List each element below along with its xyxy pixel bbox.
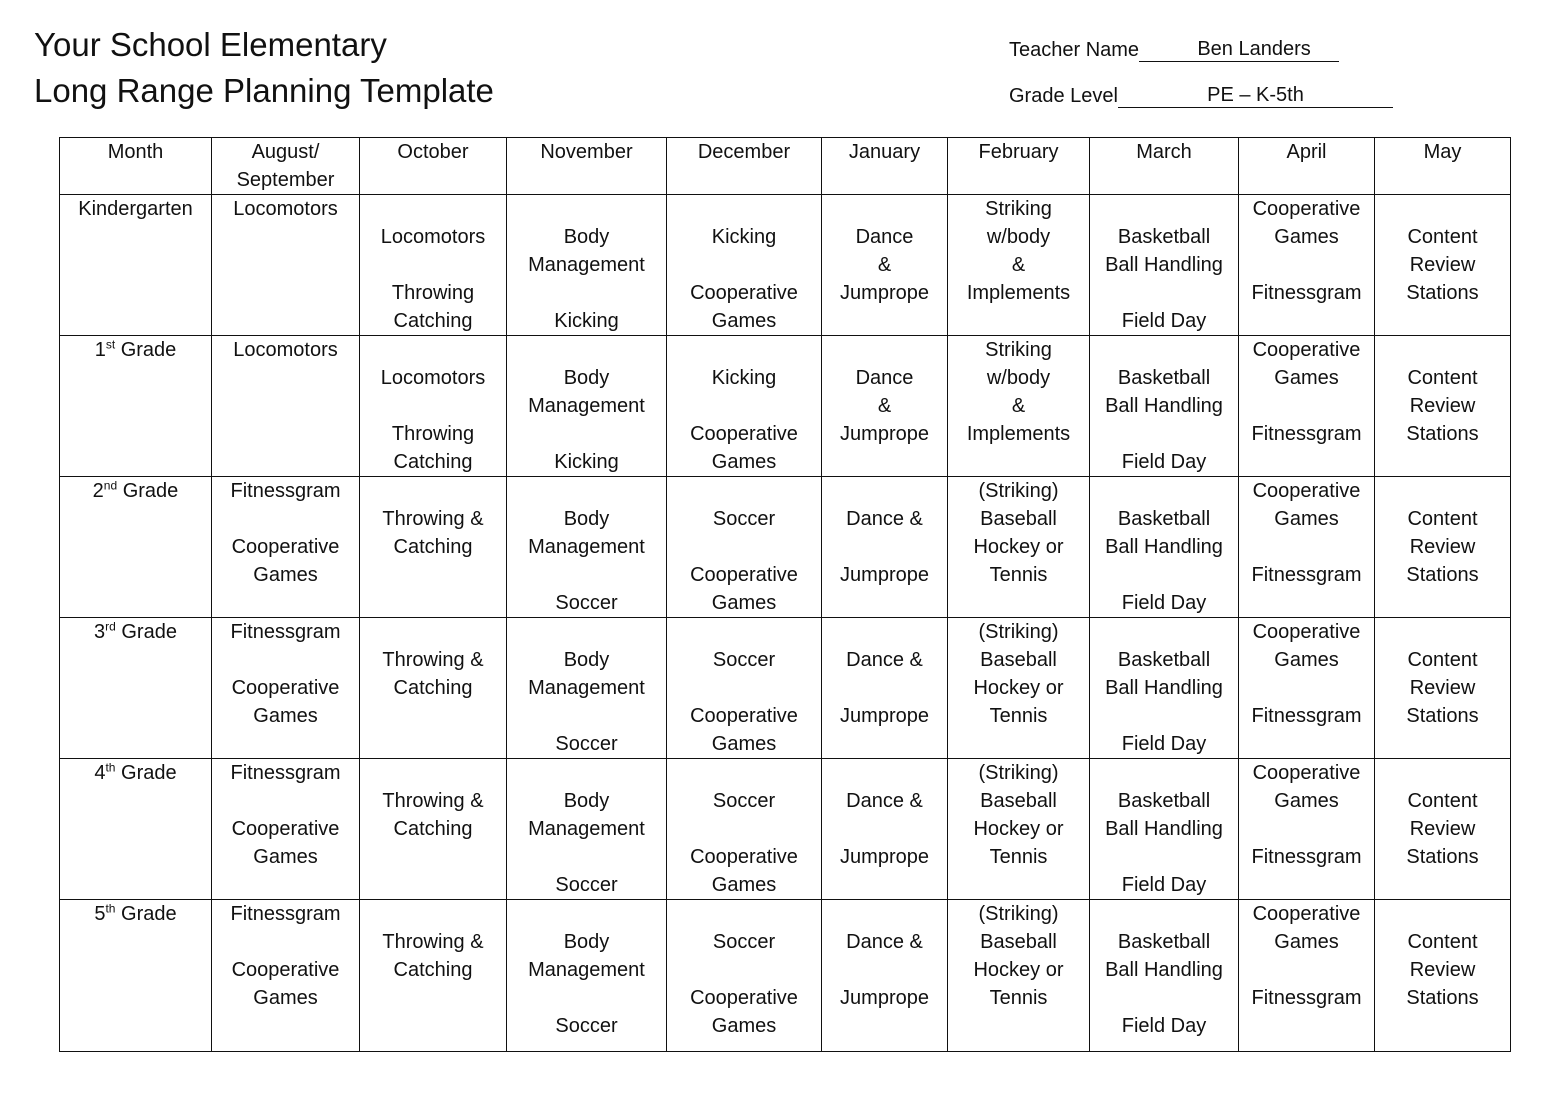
table-cell: Cooperative Games Fitnessgram	[1239, 336, 1375, 477]
grade-label-text: Grade	[122, 480, 179, 502]
table-cell: Locomotors Throwing Catching	[360, 336, 507, 477]
table-cell: Body Management Soccer	[507, 900, 667, 1052]
grade-level-label: Grade Level	[1009, 85, 1118, 107]
table-cell: Basketball Ball Handling Field Day	[1090, 900, 1239, 1052]
table-cell: Dance & Jumprope	[822, 900, 948, 1052]
column-header-march: March	[1090, 138, 1239, 195]
table-row	[60, 336, 1511, 477]
title-line-1: Your School Elementary	[34, 26, 387, 63]
table-cell: (Striking) Baseball Hockey or Tennis	[948, 759, 1090, 900]
table-cell: Kicking Cooperative Games	[667, 195, 822, 336]
table-cell: (Striking) Baseball Hockey or Tennis	[948, 618, 1090, 759]
grade-label-3rd	[60, 618, 212, 759]
teacher-info	[1009, 32, 1393, 124]
table-cell: Dance & Jumprope	[822, 336, 948, 477]
table-cell: Fitnessgram Cooperative Games	[212, 759, 360, 900]
table-cell: Body Management Soccer	[507, 618, 667, 759]
table-row	[60, 900, 1511, 1052]
column-header-aug-sep: August/ September	[212, 138, 360, 195]
table-cell: Content Review Stations	[1375, 336, 1511, 477]
table-cell: Fitnessgram Cooperative Games	[212, 900, 360, 1052]
table-cell: Locomotors Throwing Catching	[360, 195, 507, 336]
teacher-row	[1009, 32, 1393, 62]
column-header-month: Month	[60, 138, 212, 195]
grade-level-value: PE – K-5th	[1118, 83, 1393, 108]
grade-label-text: Grade	[121, 903, 177, 925]
table-cell: Dance & Jumprope	[822, 618, 948, 759]
header-row	[60, 138, 1511, 195]
table-cell: Locomotors	[212, 336, 360, 477]
table-cell: Throwing & Catching	[360, 618, 507, 759]
table-cell: Content Review Stations	[1375, 195, 1511, 336]
grade-label-text: Grade	[121, 621, 177, 643]
table-row	[60, 477, 1511, 618]
grade-suffix: st	[105, 337, 116, 352]
table-cell: Kicking Cooperative Games	[667, 336, 822, 477]
grade-label-5th	[60, 900, 212, 1052]
document-title	[34, 22, 494, 114]
table-cell: Cooperative Games Fitnessgram	[1239, 618, 1375, 759]
table-row	[60, 618, 1511, 759]
table-cell: Cooperative Games Fitnessgram	[1239, 759, 1375, 900]
table-cell: Body Management Kicking	[507, 336, 667, 477]
column-header-november: November	[507, 138, 667, 195]
grade-number: 4	[94, 762, 106, 784]
grade-suffix: rd	[105, 619, 116, 634]
table-row	[60, 759, 1511, 900]
column-header-may: May	[1375, 138, 1511, 195]
table-cell: Basketball Ball Handling Field Day	[1090, 759, 1239, 900]
table-cell: Cooperative Games Fitnessgram	[1239, 477, 1375, 618]
grade-row	[1009, 78, 1393, 108]
grade-number: 2	[92, 480, 104, 502]
table-cell: Content Review Stations	[1375, 759, 1511, 900]
table-cell: Basketball Ball Handling Field Day	[1090, 195, 1239, 336]
table-cell: Throwing & Catching	[360, 759, 507, 900]
table-cell: Dance & Jumprope	[822, 477, 948, 618]
table-cell: Soccer Cooperative Games	[667, 759, 822, 900]
planning-table	[59, 137, 1511, 1052]
table-cell: Fitnessgram Cooperative Games	[212, 477, 360, 618]
table-cell: Cooperative Games Fitnessgram	[1239, 900, 1375, 1052]
table-cell: Soccer Cooperative Games	[667, 618, 822, 759]
table-cell: Content Review Stations	[1375, 900, 1511, 1052]
grade-suffix: nd	[103, 478, 118, 493]
table-cell: (Striking) Baseball Hockey or Tennis	[948, 900, 1090, 1052]
grade-suffix: th	[105, 901, 116, 916]
table-cell: Basketball Ball Handling Field Day	[1090, 336, 1239, 477]
grade-label-1st	[60, 336, 212, 477]
table-cell: Body Management Soccer	[507, 759, 667, 900]
table-cell: Dance & Jumprope	[822, 759, 948, 900]
table-cell: Basketball Ball Handling Field Day	[1090, 477, 1239, 618]
grade-number: 1	[94, 339, 106, 361]
table-cell: Striking w/body & Implements	[948, 195, 1090, 336]
table-cell: Throwing & Catching	[360, 477, 507, 618]
table-cell: Content Review Stations	[1375, 477, 1511, 618]
table-cell: Throwing & Catching	[360, 900, 507, 1052]
table-cell: Soccer Cooperative Games	[667, 900, 822, 1052]
grade-number: 3	[94, 621, 106, 643]
title-line-2: Long Range Planning Template	[34, 72, 494, 109]
grade-label-2nd	[60, 477, 212, 618]
column-header-december: December	[667, 138, 822, 195]
table-cell: Cooperative Games Fitnessgram	[1239, 195, 1375, 336]
table-cell: Dance & Jumprope	[822, 195, 948, 336]
grade-label-kindergarten	[60, 195, 212, 336]
table-cell: Body Management Kicking	[507, 195, 667, 336]
table-cell: Content Review Stations	[1375, 618, 1511, 759]
table-row	[60, 195, 1511, 336]
table-cell: Fitnessgram Cooperative Games	[212, 618, 360, 759]
table-cell: Soccer Cooperative Games	[667, 477, 822, 618]
grade-label-4th	[60, 759, 212, 900]
grade-number: 5	[94, 903, 106, 925]
table-cell: Basketball Ball Handling Field Day	[1090, 618, 1239, 759]
table-cell: Locomotors	[212, 195, 360, 336]
table-cell: (Striking) Baseball Hockey or Tennis	[948, 477, 1090, 618]
grade-label-text: Kindergarten	[78, 198, 193, 220]
column-header-april: April	[1239, 138, 1375, 195]
table-cell: Body Management Soccer	[507, 477, 667, 618]
table-cell: Striking w/body & Implements	[948, 336, 1090, 477]
column-header-january: January	[822, 138, 948, 195]
grade-suffix: th	[105, 760, 116, 775]
column-header-october: October	[360, 138, 507, 195]
teacher-name-value: Ben Landers	[1139, 37, 1339, 62]
teacher-name-label: Teacher Name	[1009, 39, 1140, 61]
grade-label-text: Grade	[121, 762, 177, 784]
column-header-february: February	[948, 138, 1090, 195]
grade-label-text: Grade	[120, 339, 177, 361]
